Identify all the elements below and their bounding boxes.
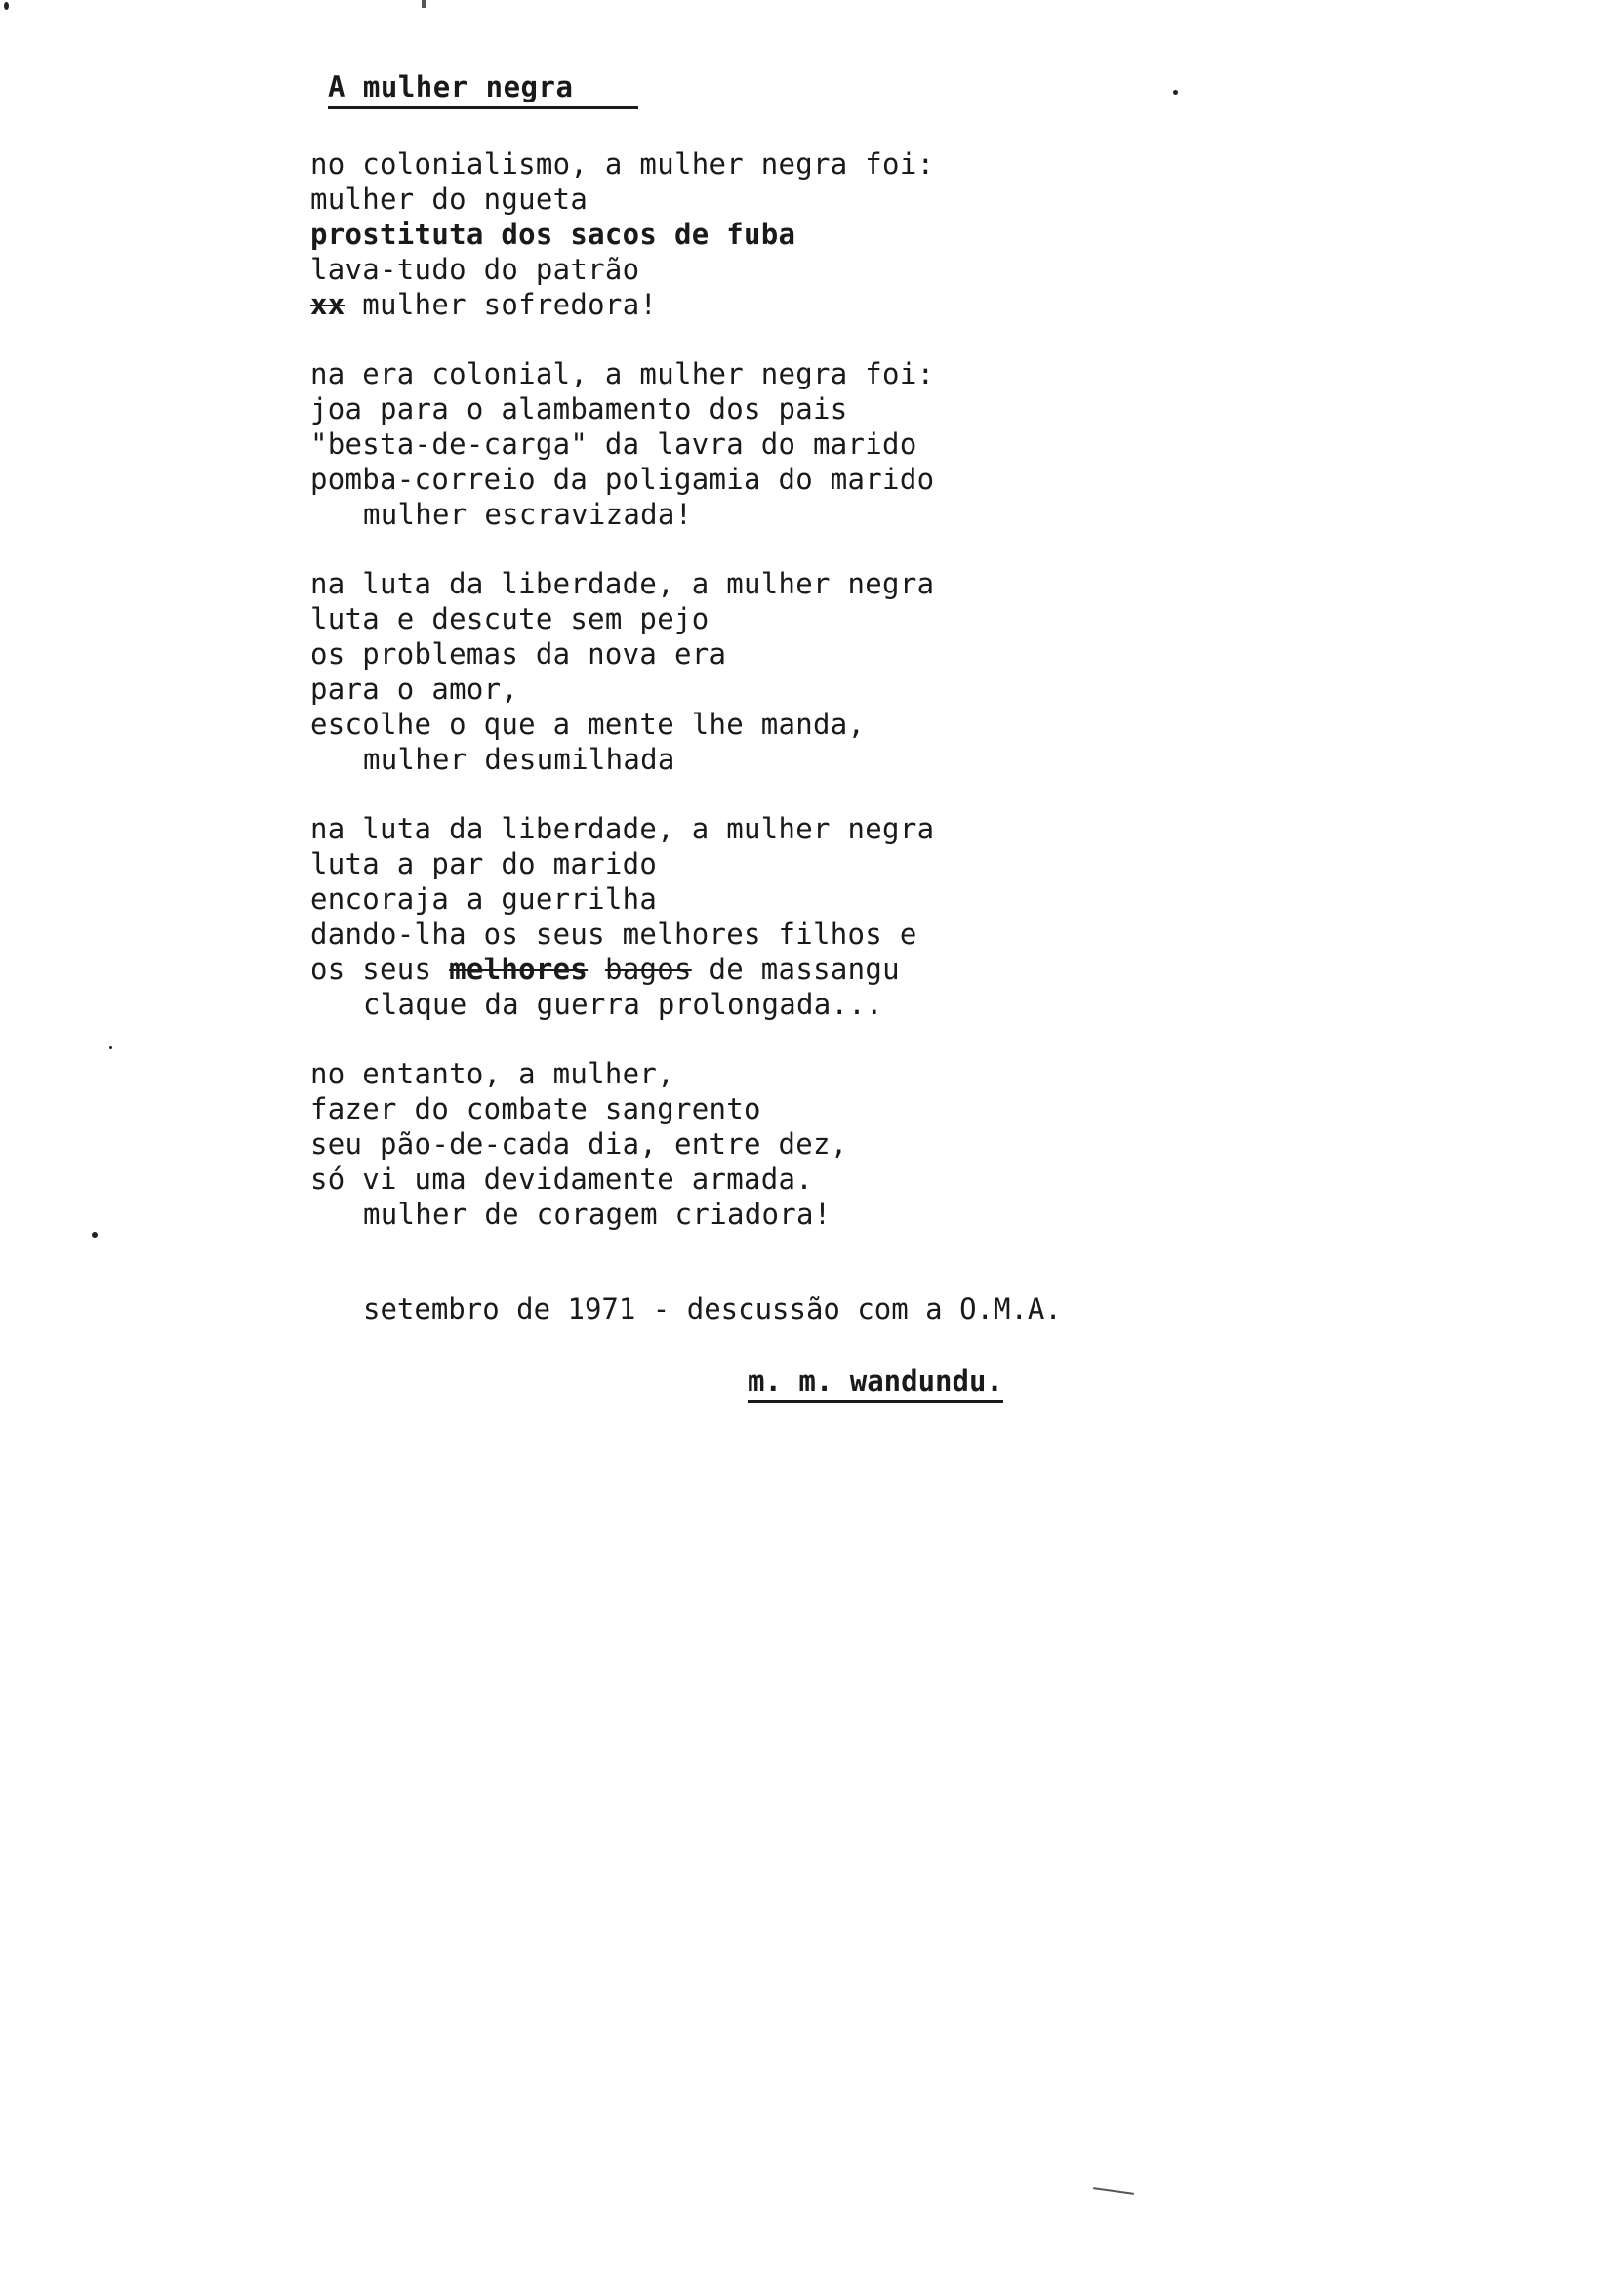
scan-speck [92, 1232, 98, 1238]
scan-scratch [422, 0, 426, 8]
poem-line: encoraja a guerrilha [310, 882, 658, 916]
poem-line: mulher escravizada! [363, 498, 693, 531]
stanza-2 [310, 356, 1384, 532]
scan-speck [1173, 90, 1178, 95]
stanza-1 [310, 146, 1384, 322]
date-line: setembro de 1971 - descussão com a O.M.A. [363, 1292, 1062, 1325]
poem-line: no entanto, a mulher, [310, 1057, 674, 1090]
poem-line-with-strike [310, 952, 1384, 987]
poem-line: na era colonial, a mulher negra foi: [310, 357, 935, 390]
struck-word: bagos [604, 953, 692, 986]
poem-line: mulher do ngueta [310, 183, 589, 216]
poem-line: para o amor, [310, 672, 519, 706]
poem-line: na luta da liberdade, a mulher negra [310, 567, 935, 600]
poem-line: luta e descute sem pejo [310, 602, 710, 635]
poem-line: na luta da liberdade, a mulher negra [310, 812, 935, 845]
poem-line: mulher sofredora! [362, 288, 658, 321]
stanza-5 [310, 1056, 1384, 1232]
poem-line: dando-lha os seus melhores filhos e [310, 917, 917, 951]
poem-line: os problemas da nova era [310, 637, 727, 671]
stanza-3 [310, 566, 1384, 777]
poem-line: "besta-de-carga" da lavra do marido [310, 428, 917, 461]
poem-line: só vi uma devidamente armada. [310, 1162, 814, 1196]
poem-line: luta a par do marido [310, 847, 658, 880]
scan-speck [4, 2, 9, 10]
poem-line: no colonialismo, a mulher negra foi: [310, 147, 935, 181]
poem-line: prostituta dos sacos de fuba [310, 218, 796, 251]
poem-line-with-strike [310, 287, 1384, 322]
poem-line: escolhe o que a mente lhe manda, [310, 708, 866, 741]
struck-prefix: xx [310, 288, 345, 321]
poem-line: mulher desumilhada [363, 743, 675, 776]
signature: m. m. wandundu. [748, 1365, 1003, 1403]
poem-title: A mulher negra [328, 70, 638, 109]
poem-line-part: os seus [310, 953, 432, 986]
scan-scratch [1093, 2187, 1134, 2195]
stanza-4 [310, 811, 1384, 1022]
poem-line: seu pão-de-cada dia, entre dez, [310, 1127, 848, 1161]
poem-line-part: de massangu [709, 953, 900, 986]
poem-body [310, 146, 1384, 1266]
poem-line: claque da guerra prolongada... [363, 988, 883, 1021]
struck-word: melhores [449, 953, 589, 986]
poem-line: lava-tudo do patrão [310, 253, 640, 286]
poem-line: joa para o alambamento dos pais [310, 392, 848, 426]
poem-line: fazer do combate sangrento [310, 1092, 761, 1125]
poem-line: mulher de coragem criadora! [363, 1198, 832, 1231]
scan-speck [109, 1046, 112, 1049]
poem-line: pomba-correio da poligamia do marido [310, 463, 935, 496]
